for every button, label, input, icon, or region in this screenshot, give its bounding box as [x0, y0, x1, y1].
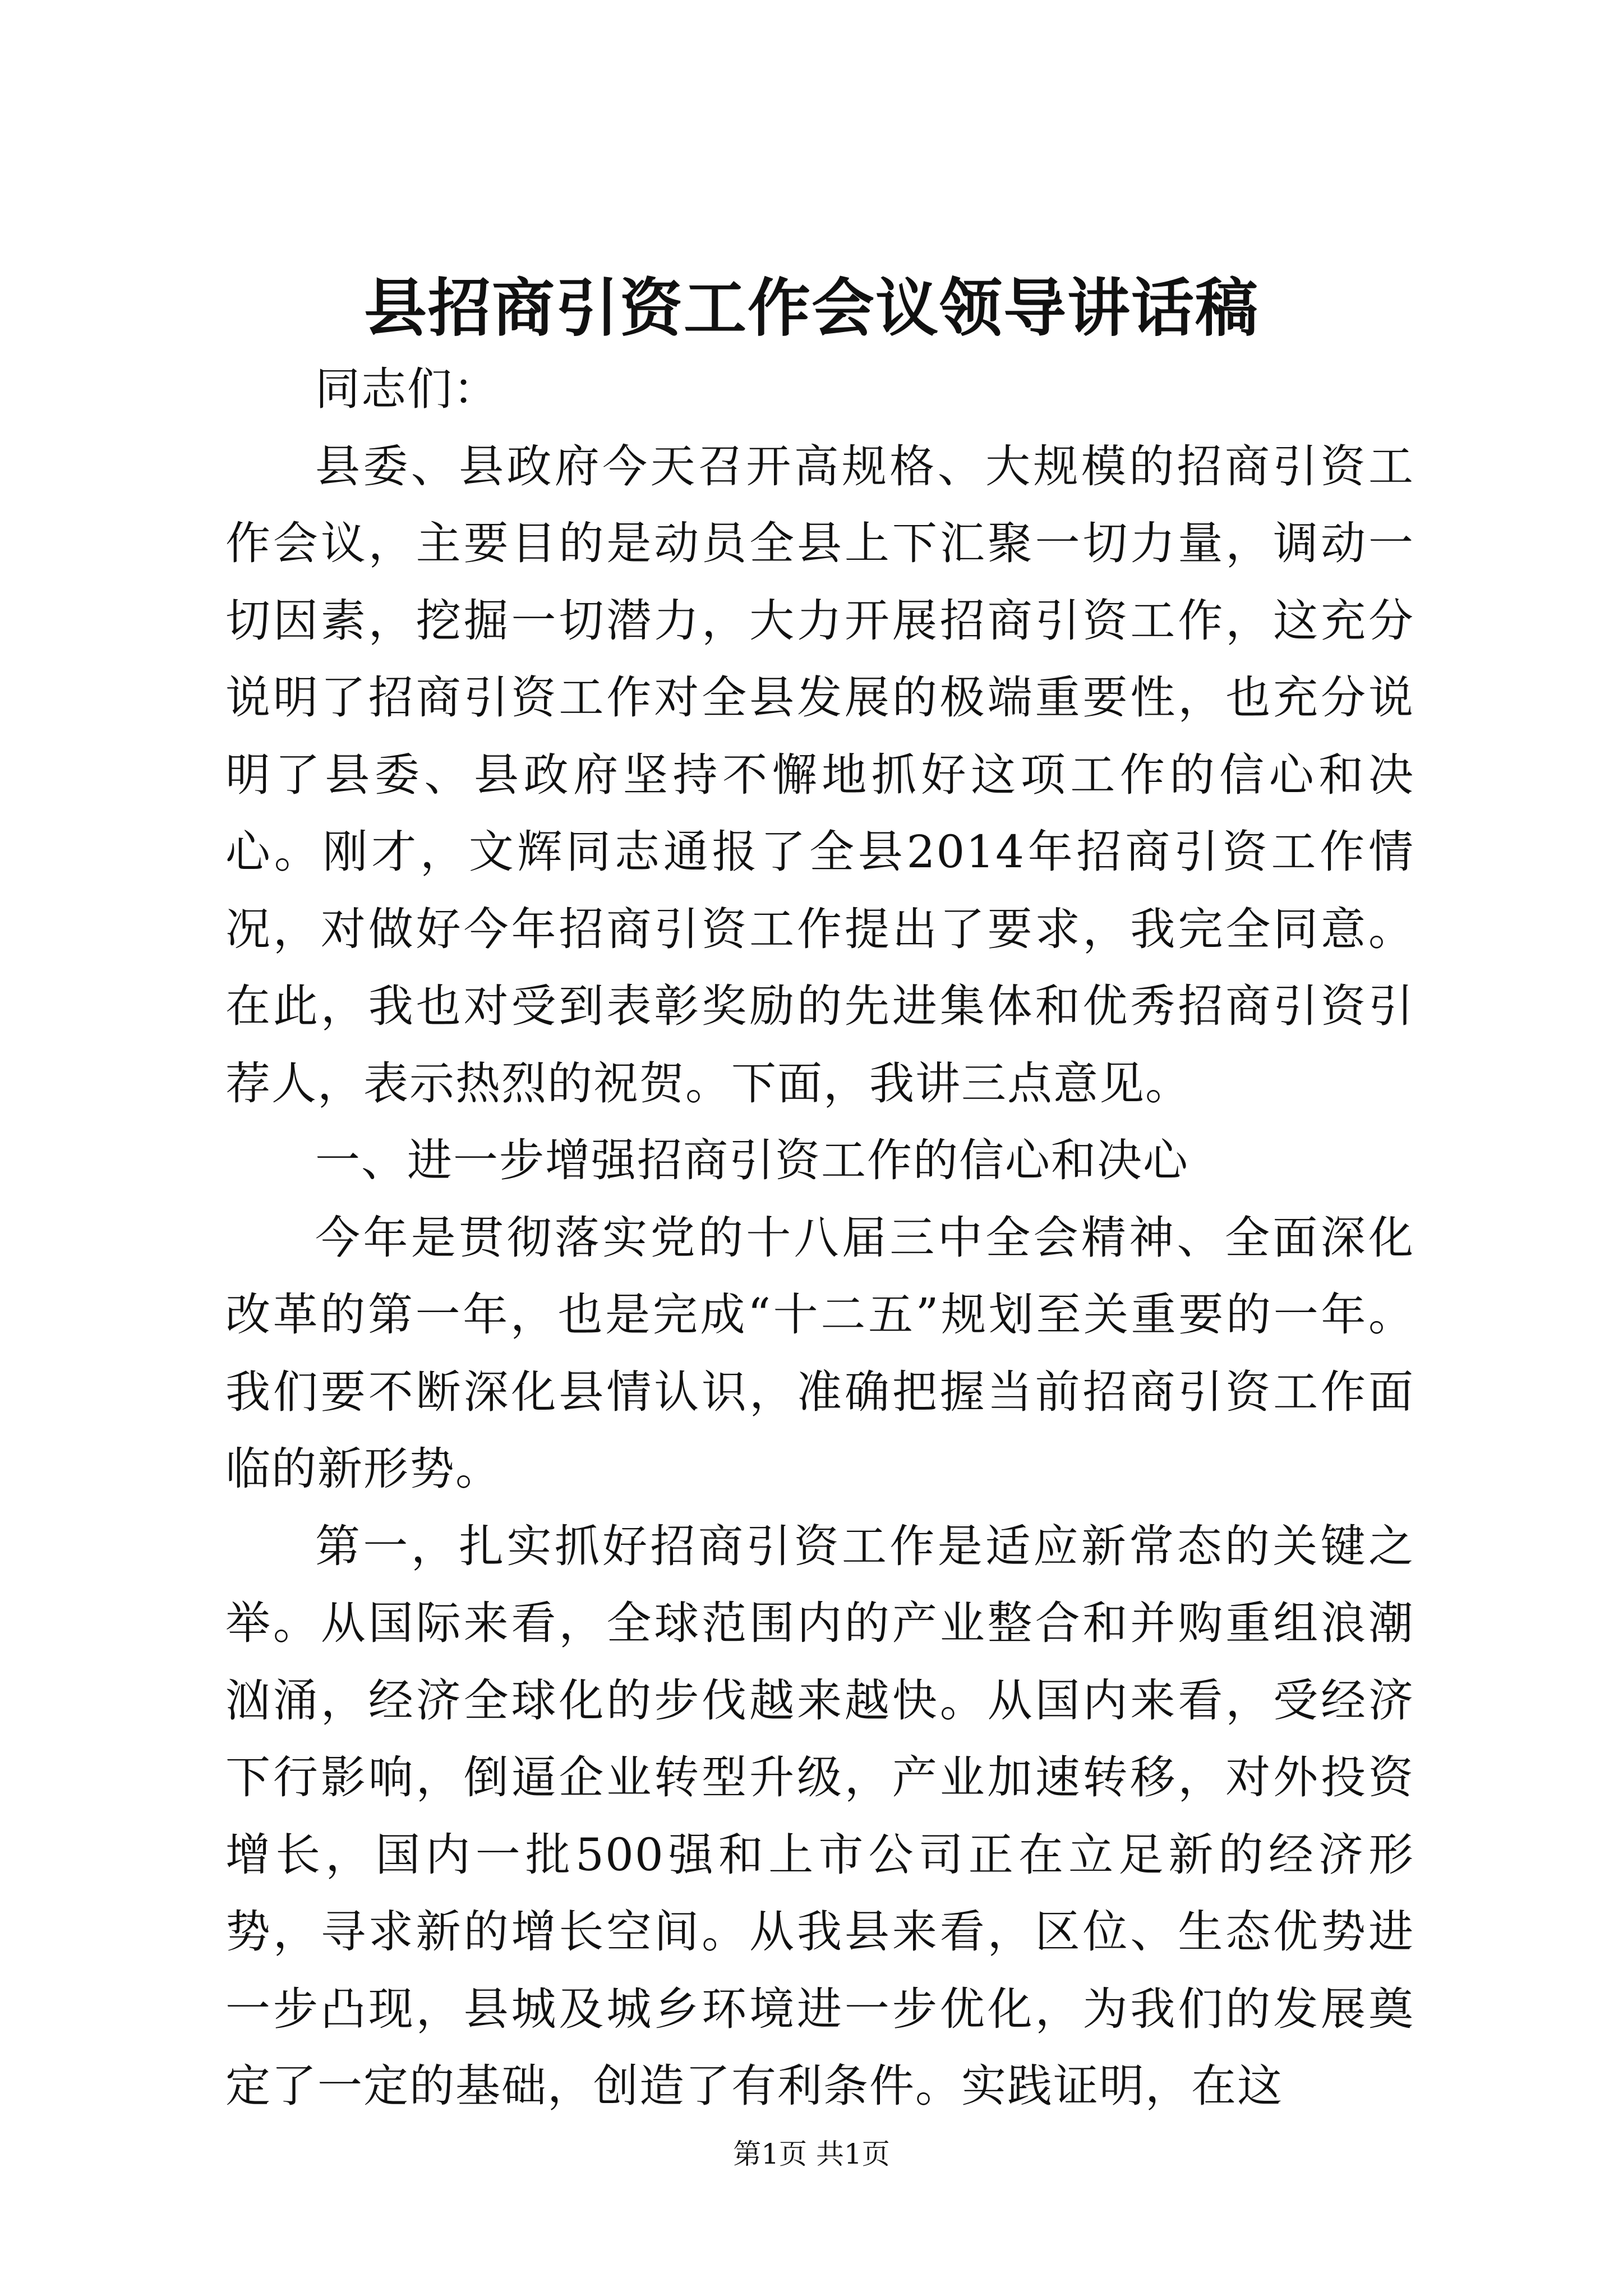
paragraph-point-one: 第一，扎实抓好招商引资工作是适应新常态的关键之举。从国际来看，全球范围内的产业整合和并购重组浪潮汹涌，经济全球化的步伐越来越快。从国内来看，受经济下行影响，倒逼企业转型升级，产业加速转移，对外投资增长，国内一批500强和上市公司正在立足新的经济形势，寻求新的增长空间。从我县来看，区位、生态优势进一步凸现，县城及城乡环境进一步优化，为我们的发展奠定了一定的基础，创造了有利条件。实践证明，在这 [225, 1520, 1414, 2112]
document-title: 县招商引资工作会议领导讲话稿 [364, 272, 1259, 345]
page-footer: 第1页 共1页 [733, 2138, 890, 2170]
document-body [225, 351, 1414, 2125]
paragraph-opening: 县委、县政府今天召开高规格、大规模的招商引资工作会议，主要目的是动员全县上下汇聚一切力量，调动一切因素，挖掘一切潜力，大力开展招商引资工作，这充分说明了招商引资工作对全县发展的极端重要性，也充分说明了县委、县政府坚持不懈地抓好这项工作的信心和决心。刚才，文辉同志通报了全县2014年招商引资工作情况，对做好今年招商引资工作提出了要求，我完全同意。在此，我也对受到表彰奖励的先进集体和优秀招商引资引荐人，表示热烈的祝贺。下面，我讲三点意见。 [225, 440, 1414, 1110]
section-heading-one: 一、进一步增强招商引资工作的信心和决心 [315, 1134, 1189, 1186]
paragraph-salutation: 同志们： [315, 363, 499, 415]
paragraph-section-one-intro: 今年是贯彻落实党的十八届三中全会精神、全面深化改革的第一年，也是完成“十二五”规划至关重要的一年。我们要不断深化县情认识，准确把握当前招商引资工作面临的新形势。 [225, 1211, 1414, 1495]
